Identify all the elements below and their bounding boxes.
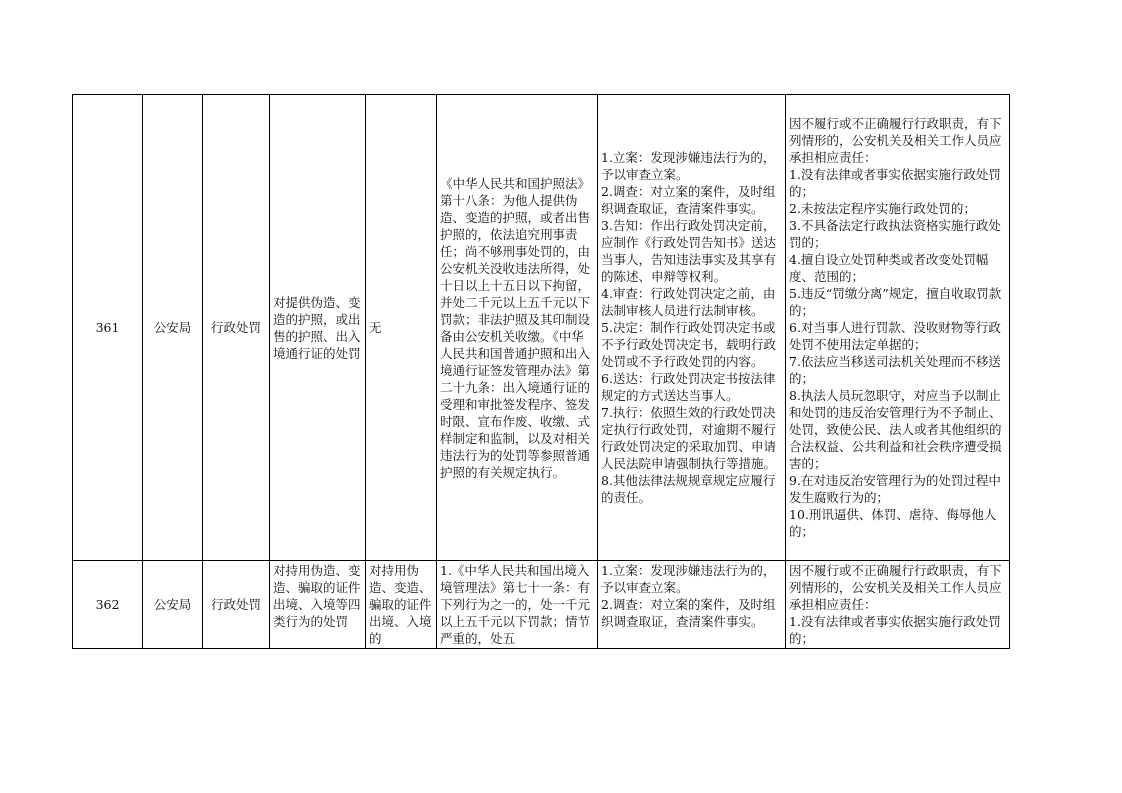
item-name xyxy=(270,561,366,649)
liability-item: 4.擅自设立处罚种类或者改变处罚幅度、范围的； xyxy=(789,252,989,284)
liability-item: 2.未按法定程序实施行政处罚的； xyxy=(789,201,976,216)
liability-item: 6.对当事人进行罚款、没收财物等行政处罚不使用法定单据的； xyxy=(789,320,1001,352)
power-type: 行政处罚 xyxy=(203,95,270,561)
row-number: 362 xyxy=(73,561,143,649)
liability-item: 因不履行或不正确履行行政职责，有下列情形的，公安机关及相关工作人员应承担相应责任： xyxy=(789,563,1002,612)
process-step: 2.调查：对立案的案件，及时组织调查取证，查清案件事实。 xyxy=(601,184,776,216)
item-name-text: 对持用伪造、变造、骗取的证件出境、入境等四类行为的处罚 xyxy=(273,563,361,629)
process-step: 1.立案：发现涉嫌违法行为的，予以审查立案。 xyxy=(601,563,776,595)
power-type: 行政处罚 xyxy=(203,561,270,649)
sub-item-text: 对持用伪造、变造、骗取的证件出境、入境的 xyxy=(369,563,432,646)
process-step: 8.其他法律法规规章规定应履行的责任。 xyxy=(601,473,776,505)
legal-basis xyxy=(437,561,598,649)
sub-item xyxy=(366,561,437,649)
liability-item: 1.没有法律或者事实依据实施行政处罚的； xyxy=(789,167,1001,199)
process-step: 2.调查：对立案的案件，及时组织调查取证，查清案件事实。 xyxy=(601,597,776,629)
process-step: 5.决定：制作行政处罚决定书或不予行政处罚决定书，载明行政处罚或不予行政处罚的内容。 xyxy=(601,320,777,369)
item-name: 对提供伪造、变造的护照，或出售的护照、出入境通行证的处罚 xyxy=(270,95,366,561)
legal-basis-text: 1.《中华人民共和国出境入境管理法》第七十一条：有下列行为之一的，处一千元以上五千元以下罚款；情节严重的，处五 xyxy=(440,563,591,646)
liability-item: 1.没有法律或者事实依据实施行政处罚的； xyxy=(789,614,1001,646)
department: 公安局 xyxy=(143,95,203,561)
process-step: 4.审查：行政处罚决定之前，由法制审核人员进行法制审核。 xyxy=(601,286,776,318)
legal-basis: 《中华人民共和国护照法》第十八条：为他人提供伪造、变造的护照，或者出售护照的，依法追究刑事责任；尚不够刑事处罚的，由公安机关没收违法所得，处十日以上十五日以下拘留，并处二千元以上五千元以下罚款；非法护照及其印制设备由公安机关收缴。《中华人民共和国普通护照和出入境通行证签发管理办法》第二十九条：出入境通行证的受理和审批签发程序、签发时限、宣布作废、收缴、式样制定和监制，以及对相关违法行为的处罚等参照普通护照的有关规定执行。 xyxy=(437,95,598,561)
process-step: 7.执行：依照生效的行政处罚决定执行行政处罚，对逾期不履行行政处罚决定的采取加罚、申请人民法院申请强制执行等措施。 xyxy=(601,405,777,471)
liability-items xyxy=(786,95,1010,561)
process-step: 6.送达：行政处罚决定书按法律规定的方式送达当事人。 xyxy=(601,371,776,403)
liability-item: 9.在对违反治安管理行为的处罚过程中发生腐败行为的； xyxy=(789,473,1001,505)
liability-item: 8.执法人员玩忽职守，对应当予以制止和处罚的违反治安管理行为不予制止、处罚，致使公民、法人或者其他组织的合法权益、公共利益和社会秩序遭受损害的； xyxy=(789,388,1002,471)
liability-item: 3.不具备法定行政执法资格实施行政处罚的； xyxy=(789,218,1001,250)
department: 公安局 xyxy=(143,561,203,649)
process-steps xyxy=(598,561,786,649)
liability-items xyxy=(786,561,1010,649)
liability-item: 10.刑讯逼供、体罚、虐待、侮辱他人的； xyxy=(789,507,997,539)
power-list-table xyxy=(72,94,1010,649)
liability-item: 5.违反“罚缴分离”规定，擅自收取罚款的； xyxy=(789,286,1002,318)
liability-item: 因不履行或不正确履行行政职责，有下列情形的，公安机关及相关工作人员应承担相应责任： xyxy=(789,116,1002,165)
sub-item: 无 xyxy=(366,95,437,561)
process-steps xyxy=(598,95,786,561)
process-step: 1.立案：发现涉嫌违法行为的，予以审查立案。 xyxy=(601,150,776,182)
liability-item: 7.依法应当移送司法机关处理而不移送的； xyxy=(789,354,1001,386)
process-step: 3.告知：作出行政处罚决定前，应制作《行政处罚告知书》送达当事人，告知违法事实及其享有的陈述、申辩等权利。 xyxy=(601,218,777,284)
table-row xyxy=(73,561,1010,649)
row-number: 361 xyxy=(73,95,143,561)
table-row xyxy=(73,95,1010,561)
